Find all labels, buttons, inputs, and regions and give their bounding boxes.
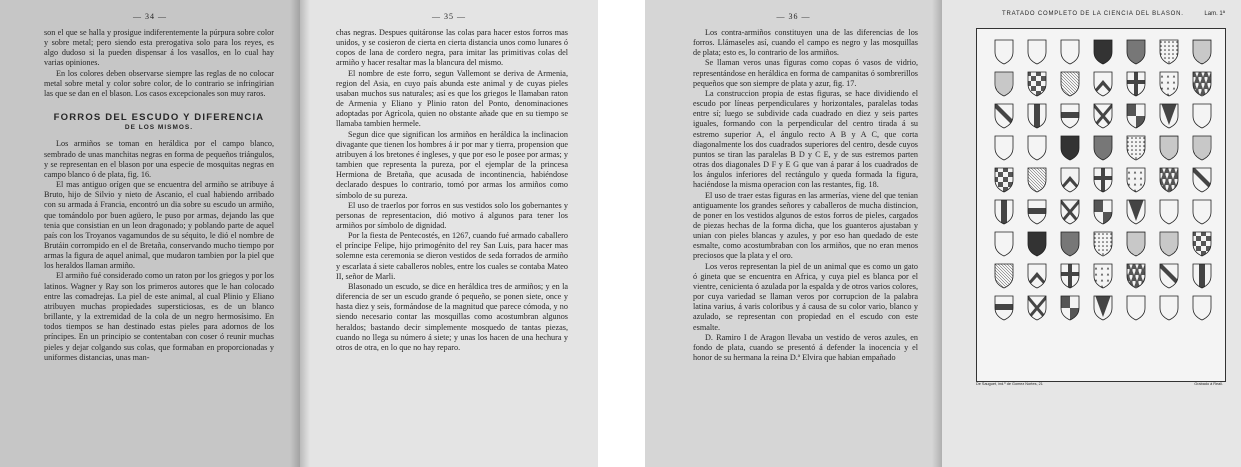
shield-icon xyxy=(1026,71,1048,97)
plate-figure xyxy=(1086,199,1119,226)
plate-figure xyxy=(1186,71,1219,98)
shield-icon xyxy=(1026,263,1048,289)
page-body xyxy=(336,28,568,353)
plate-figure xyxy=(1053,39,1086,66)
plate-figure xyxy=(1120,167,1153,194)
shield-icon xyxy=(1092,295,1114,321)
plate-figure xyxy=(1153,199,1186,226)
page-number: — 34 — xyxy=(133,12,167,21)
shield-icon xyxy=(1158,135,1180,161)
page-number: — 36 — xyxy=(776,12,811,21)
shield-icon xyxy=(993,135,1015,161)
shield-icon xyxy=(993,39,1015,65)
plate-figure xyxy=(987,199,1020,226)
section-title: FORROS DEL ESCUDO Y DIFERENCIA xyxy=(53,112,265,124)
plate-figure xyxy=(1020,71,1053,98)
paragraph: El nombre de este forro, segun Vallemont se deriva de Armenia, region del Asia, en cuyo país abunda este animal y de cuyas pieles usaban muchos sus naturales; así es que los griegos le llamaban raton de Armenia y Eliano y Plinio raton del Ponto, denominaciones adoptadas por Agrícola, quien no obstante añade que en su tiempo se llamaba tambien hermele. xyxy=(336,68,568,129)
page-body xyxy=(693,28,918,363)
plate-figure xyxy=(1120,231,1153,258)
shield-icon xyxy=(1059,295,1081,321)
shield-icon xyxy=(1158,231,1180,257)
plate-figure xyxy=(1153,167,1186,194)
shield-icon xyxy=(1191,135,1213,161)
shield-icon xyxy=(1092,39,1114,65)
paragraph: Los veros representan la piel de un animal que es como un gato ó gineta que se encuentra en Africa, y cuya piel es blanca por el vientre, cenicienta ó azulada por la espalda y de otros varios colores, por cuya variedad se llaman veros por corrupcion de la palabra latina varius, á varis coloribus y á causa de su color vario, blanco y azulado, se representan con propiedad en el escudo con este esmalte. xyxy=(693,261,918,332)
shield-icon xyxy=(1059,135,1081,161)
shield-icon xyxy=(1059,103,1081,129)
shield-icon xyxy=(1026,135,1048,161)
shield-icon xyxy=(1026,103,1048,129)
plate-figure xyxy=(987,295,1020,322)
plate-figure xyxy=(1120,135,1153,162)
shield-icon xyxy=(1026,199,1048,225)
shield-icon xyxy=(1158,167,1180,193)
paragraph: Por la fiesta de Pentecostés, en 1267, cuando fué armado caballero el príncipe Felipe, hijo primogénito del rey San Luis, para hacer mas solemne esta ceremonia se dieron vestidos de seda forrados de armiño y escarlata á siete caballeros nobles, entre los cuales se contaba Mateo II, señor de Marli. xyxy=(336,231,568,281)
shield-icon xyxy=(1092,135,1114,161)
shield-icon xyxy=(1125,39,1147,65)
plate-figure xyxy=(1153,231,1186,258)
plate-figure xyxy=(1153,39,1186,66)
shield-icon xyxy=(993,295,1015,321)
plate-figure xyxy=(1086,167,1119,194)
plate-number: Lam. 1ª xyxy=(1204,11,1225,17)
shield-icon xyxy=(1059,199,1081,225)
plate-figure xyxy=(1020,103,1053,130)
plate-figure xyxy=(1186,231,1219,258)
plate-figure xyxy=(1186,263,1219,290)
shield-icon xyxy=(1125,231,1147,257)
plate-figure xyxy=(1153,103,1186,130)
plate-figure xyxy=(1053,135,1086,162)
shield-icon xyxy=(1092,103,1114,129)
shield-icon xyxy=(1158,295,1180,321)
plate-figure xyxy=(1153,263,1186,290)
paragraph: La construccion propia de estas figuras, se hace dividiendo el escudo por líneas perpendiculares y horizontales, paralelas todas entre sí; luego se subdivide cada cuadrado en diez y seis partes iguales, formando con la perpendicular del centro tirada á su estremo superior A, el ángulo recto A B y A C, que corta diagonalmente los dos cuadrados superiores del centro, desde cuyos puntos se tiran las paralelas B D y C E, y de sus estremos parten otras dos diagonales D F y E G que van á parar á los cuadrados de los ángulos inferiores del rectángulo y queda formada la figura, haciéndose la misma operacion con las restantes, fig. 18. xyxy=(693,88,918,190)
page-body xyxy=(44,28,274,363)
shield-icon xyxy=(1191,71,1213,97)
shield-icon xyxy=(1125,71,1147,97)
paragraph: son el que se halla y prosigue indiferentemente la púrpura sobre color y sobre metal; pero siendo esta prerogativa solo para los reyes, es algo dudoso si la pueden dispensar á los vasallos, en lo cual hay varias opiniones. xyxy=(44,28,274,68)
plate-figure xyxy=(987,231,1020,258)
plate-figure xyxy=(1153,71,1186,98)
plate-figure xyxy=(1020,231,1053,258)
shield-icon xyxy=(1125,135,1147,161)
plate-figure xyxy=(1120,295,1153,322)
plate-figure xyxy=(1086,71,1119,98)
paragraph: Los armiños se toman en heráldica por el campo blanco, sembrado de unas manchitas negras en forma de pequeños triángulos, y se representan en el blason por una especie de mosquitas negras en campo blanco ó de plata, fig. 16. xyxy=(44,139,274,179)
paragraph: El mas antiguo orígen que se encuentra del armiño se atribuye á Bruto, hijo de Silvio y nieto de Ascanio, el cual habiendo arribado con su armada á Francia, encontró un dia sobre su escudo un armiño, que tomándolo por buen agüero, le puso por armas, dejando las que tenia que consistian en un leon dragonado; y poblando parte de aquel país con los Troyanos vagamundos de su séquito, le dió el nombre de Brutáin corrompido en el de Bretaña, conservando mucho tiempo por armas la figura de aquel animal, que mudaron tambien por la piel que los heraldos llaman armiño. xyxy=(44,180,274,271)
shield-icon xyxy=(1059,231,1081,257)
plate-header: TRATADO COMPLETO DE LA CIENCIA DEL BLASON. xyxy=(1002,11,1184,17)
plate-figure xyxy=(1020,39,1053,66)
shield-icon xyxy=(1158,39,1180,65)
plate-figure xyxy=(1086,39,1119,66)
plate-figure xyxy=(1186,135,1219,162)
plate-footer-left: De Sauguet, ind.º de Gomez Nortes, 21 xyxy=(976,382,1043,386)
plate-figure xyxy=(1020,135,1053,162)
shield-icon xyxy=(1026,167,1048,193)
paragraph: Segun dice que significan los armiños en heráldica la inclinacion divagante que tienen los hombres á ir por mar y tierra, propension que atribuyen á los bretones é ingleses, y que por eso le posee por armas; y tambien que representa la pureza, por el ejemplar de la princesa Hermiona de Bretaña, que acusada de incontinencia, habiéndose declarado despues lo contrario, tomó por armas los armiños como símbolo de su pureza. xyxy=(336,129,568,200)
shield-icon xyxy=(1125,103,1147,129)
shield-icon xyxy=(1092,263,1114,289)
shield-icon xyxy=(1125,295,1147,321)
shield-icon xyxy=(993,71,1015,97)
plate-figure xyxy=(1020,263,1053,290)
shield-icon xyxy=(1191,39,1213,65)
page-number: — 35 — xyxy=(432,12,466,21)
shield-icon xyxy=(1191,103,1213,129)
page-gutter-shadow xyxy=(300,0,310,467)
shield-icon xyxy=(1158,263,1180,289)
plate-figure xyxy=(987,103,1020,130)
shield-icon xyxy=(1191,231,1213,257)
page-36 xyxy=(645,0,942,467)
paragraph: chas negras. Despues quitáronse las colas para hacer estos forros mas unidos, y se cosieron de cierta en cierta distancia unos como lunares ó copos de lana de cordero negra, para imitar las primitivas colas del armiño y hacer resaltar mas la blancura del mismo. xyxy=(336,28,568,68)
plate-figure xyxy=(1153,295,1186,322)
shield-icon xyxy=(1158,71,1180,97)
paragraph: Los contra-armiños constituyen una de las diferencias de los forros. Llámaseles así, cuando el campo es negro y las mosquillas de plata; esto es, lo contrario de los armiños. xyxy=(693,28,918,58)
paragraph: En los colores deben observarse siempre las reglas de no colocar metal sobre metal y color sobre color, de lo contrario se infringirian las que se dan en el blason. Los casos excepcionales son muy raros. xyxy=(44,68,274,98)
plate-figure xyxy=(1086,103,1119,130)
plate-figure xyxy=(1086,135,1119,162)
shield-icon xyxy=(993,263,1015,289)
plate-figure xyxy=(1053,231,1086,258)
shield-grid xyxy=(987,39,1219,322)
heraldry-plate-page xyxy=(942,0,1241,467)
shield-icon xyxy=(1191,295,1213,321)
plate-figure xyxy=(987,71,1020,98)
plate-figure xyxy=(1186,167,1219,194)
plate-frame xyxy=(976,28,1226,382)
shield-icon xyxy=(1059,39,1081,65)
plate-figure xyxy=(1120,103,1153,130)
page-34 xyxy=(0,0,300,467)
page-gutter-shadow xyxy=(932,0,942,467)
plate-figure xyxy=(1020,167,1053,194)
shield-icon xyxy=(1059,71,1081,97)
shield-icon xyxy=(1125,263,1147,289)
plate-figure xyxy=(1120,71,1153,98)
plate-figure xyxy=(1020,295,1053,322)
plate-figure xyxy=(987,39,1020,66)
shield-icon xyxy=(993,167,1015,193)
shield-icon xyxy=(1191,199,1213,225)
section-subtitle: DE LOS MISMOS. xyxy=(124,124,194,132)
paragraph: D. Ramiro I de Aragon llevaba un vestido de veros azules, en fondo de plata, cuando se presentó á defender la inocencia y el honor de su hermana la reina D.ª Elvira que habian empañado xyxy=(693,332,918,362)
plate-figure xyxy=(1153,135,1186,162)
shield-icon xyxy=(993,103,1015,129)
plate-figure xyxy=(987,167,1020,194)
plate-figure xyxy=(1186,199,1219,226)
page-gutter-shadow xyxy=(290,0,300,467)
paragraph: El armiño fué considerado como un raton por los griegos y por los latinos. Wagner y Ray son los primeros autores que le han colocado entre las comadrejas. La piel de este animal, al cual Plinio y Eliano atribuyen muchas propiedades supersticiosas, es de un blanco brillante, y la extremidad de la cola de un negro hermosísimo. En todos tiempos se han destinado estas pieles para adornos de los príncipes. En un principio se contentaban con coser ó reunir muchas pieles y dejar colgando sus colas, que formaban en proporcionadas y uniformes distancias, unas man- xyxy=(44,271,274,362)
plate-figure xyxy=(1086,231,1119,258)
plate-figure xyxy=(1186,103,1219,130)
shield-icon xyxy=(1092,71,1114,97)
page-35 xyxy=(300,0,598,467)
plate-figure xyxy=(1120,263,1153,290)
shield-icon xyxy=(1092,231,1114,257)
shield-icon xyxy=(1125,199,1147,225)
shield-icon xyxy=(1158,199,1180,225)
plate-figure xyxy=(1186,39,1219,66)
plate-figure xyxy=(987,263,1020,290)
shield-icon xyxy=(1191,167,1213,193)
plate-figure xyxy=(1186,295,1219,322)
plate-figure xyxy=(1053,199,1086,226)
shield-icon xyxy=(1059,167,1081,193)
plate-footer-right: Grabado á Reall. xyxy=(1194,382,1223,386)
plate-figure xyxy=(1086,263,1119,290)
paragraph: El uso de traerlos por forros en sus vestidos solo los gobernantes y personas de representacion, dió motivo á algunos para tener los armiños por símbolo de dignidad. xyxy=(336,200,568,230)
plate-figure xyxy=(1053,295,1086,322)
shield-icon xyxy=(1059,263,1081,289)
plate-figure xyxy=(1120,199,1153,226)
plate-figure xyxy=(1053,103,1086,130)
paragraph: El uso de traer estas figuras en las armerías, viene del que tenian antiguamente los grandes señores y caballeros de mucha distincion, de poner en los vestidos algunos de estos forros de pieles, cargados de piezas hechas de la forma dicha, que los guanteros ajustaban y unian con pieles blancas y azules, y por eso han quedado de este esmalte, como acostumbraban con los armiños, que no eran menos preciosos que la plata y el oro. xyxy=(693,190,918,261)
plate-figure xyxy=(1020,199,1053,226)
shield-icon xyxy=(1125,167,1147,193)
shield-icon xyxy=(993,199,1015,225)
plate-figure xyxy=(1053,167,1086,194)
shield-icon xyxy=(1191,263,1213,289)
paragraph: Se llaman veros unas figuras como copas ó vasos de vidrio, representándose en heráldica en forma de campanitas ó sombrerillos pequeños que son siempre de plata y azur, fig. 17. xyxy=(693,58,918,88)
plate-figure xyxy=(1086,295,1119,322)
plate-figure xyxy=(1053,71,1086,98)
plate-figure xyxy=(1053,263,1086,290)
shield-icon xyxy=(993,231,1015,257)
paragraph: Blasonado un escudo, se dice en heráldica tres de armiños; y en la diferencia de ser un escudo grande ó pequeño, se ponen siete, once y hasta diez y seis, formándose de la magnitud que parece cómoda, y no siendo necesario contar las mosquillas como acostumbran algunos heraldos; bastando decir simplemente mosquedo de tantas piezas, cuando no llega su número á siete; y unas los hacen de una hechura y otros de otra, en lo que no hay reparo. xyxy=(336,281,568,352)
plate-figure xyxy=(987,135,1020,162)
shield-icon xyxy=(1092,199,1114,225)
shield-icon xyxy=(1092,167,1114,193)
shield-icon xyxy=(1158,103,1180,129)
shield-icon xyxy=(1026,295,1048,321)
shield-icon xyxy=(1026,39,1048,65)
plate-figure xyxy=(1120,39,1153,66)
shield-icon xyxy=(1026,231,1048,257)
